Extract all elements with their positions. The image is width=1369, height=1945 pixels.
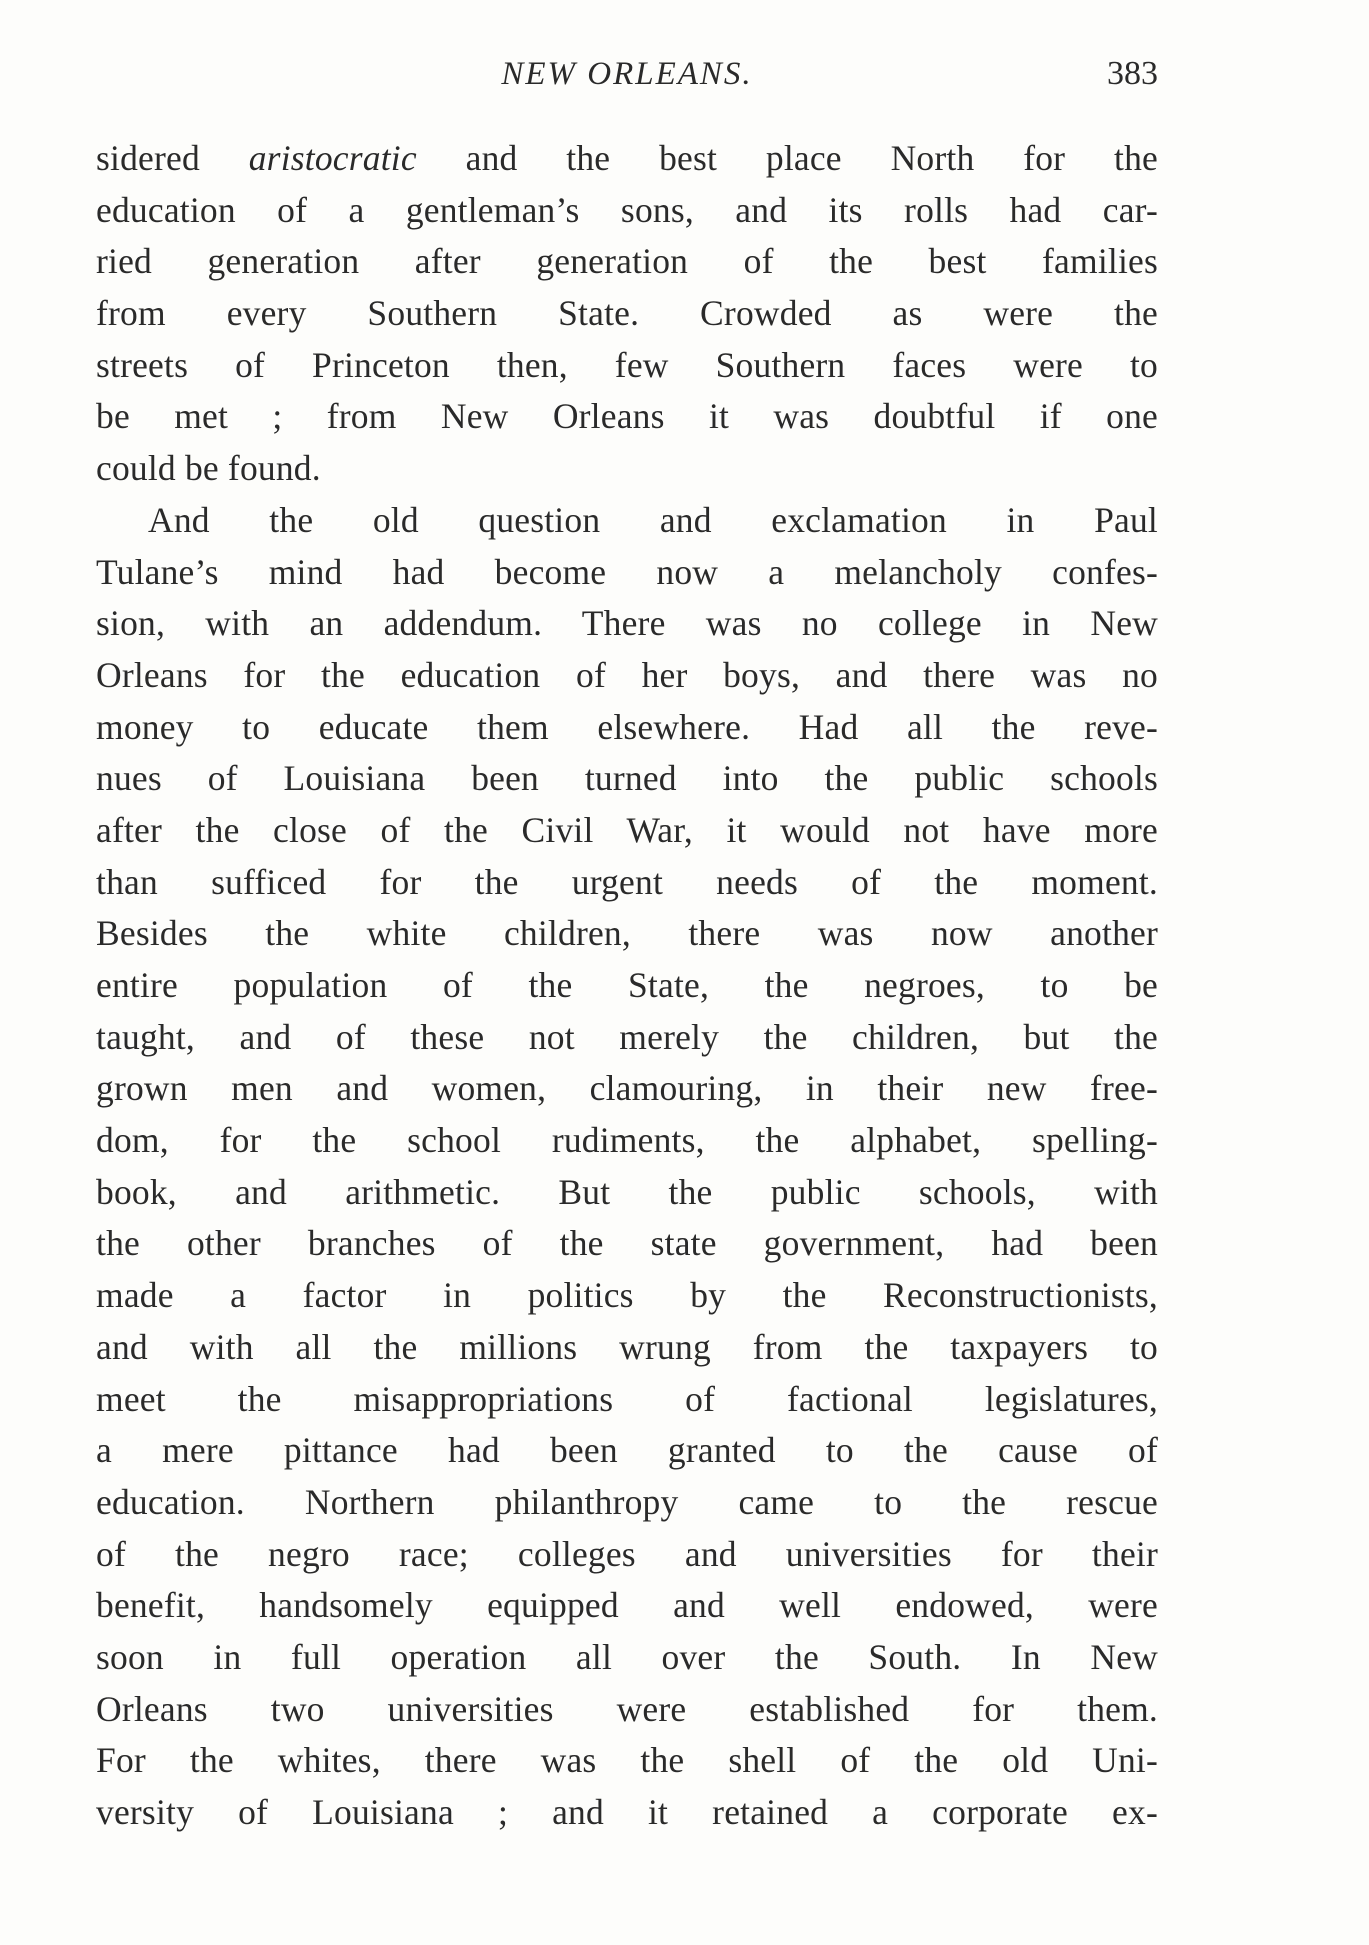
text-line: and with all the millions wrung from the taxpayers to [96, 1326, 1158, 1367]
text-line: taught, and of these not merely the children, but the [96, 1016, 1158, 1057]
text-line: sidered aristocratic and the best place North for the [96, 138, 1158, 178]
text-line: made a factor in politics by the Reconstructionists, [96, 1275, 1158, 1316]
text-line: For the whites, there was the shell of the old Uni- [96, 1740, 1158, 1781]
text-line: be met ; from New Orleans it was doubtful if one [96, 396, 1158, 437]
text-line: book, and arithmetic. But the public schools, with [96, 1171, 1158, 1212]
text-line: from every Southern State. Crowded as were the [96, 293, 1158, 334]
text-line: And the old question and exclamation in Paul [148, 499, 1158, 540]
paragraph-1 [96, 133, 1158, 495]
text-line: versity of Louisiana ; and it retained a corporate ex- [96, 1792, 1158, 1832]
text-line: streets of Princeton then, few Southern faces were to [96, 344, 1158, 385]
page-number: 383 [1107, 55, 1158, 92]
text-line: education of a gentleman’s sons, and its rolls had car- [96, 189, 1158, 230]
text-line: meet the misappropriations of factional legislatures, [96, 1378, 1158, 1419]
text-line: education. Northern philanthropy came to the rescue [96, 1481, 1158, 1522]
text-line: of the negro race; colleges and universities for their [96, 1533, 1158, 1574]
text-line: Besides the white children, there was now another [96, 913, 1158, 954]
text-line: money to educate them elsewhere. Had all the reve- [96, 706, 1158, 747]
text-line: dom, for the school rudiments, the alphabet, spelling- [96, 1120, 1158, 1161]
text-line: Orleans for the education of her boys, and there was no [96, 654, 1158, 695]
text-line: nues of Louisiana been turned into the public schools [96, 758, 1158, 799]
text-line: Tulane’s mind had become now a melancholy confes- [96, 551, 1158, 592]
text-line: than sufficed for the urgent needs of the moment. [96, 861, 1158, 902]
body-text [96, 133, 1158, 1839]
text-line: Orleans two universities were established for them. [96, 1688, 1158, 1729]
text-line: entire population of the State, the negroes, to be [96, 965, 1158, 1005]
running-head [96, 52, 1158, 96]
text-line: could be found. [96, 448, 321, 489]
text-line: soon in full operation all over the South. In New [96, 1636, 1158, 1677]
running-title: NEW ORLEANS. [501, 56, 753, 92]
paragraph-2 [96, 495, 1158, 1839]
text-line: a mere pittance had been granted to the cause of [96, 1430, 1158, 1471]
text-line: benefit, handsomely equipped and well endowed, were [96, 1585, 1158, 1626]
text-line: sion, with an addendum. There was no college in New [96, 603, 1158, 644]
text-line: after the close of the Civil War, it would not have more [96, 809, 1158, 850]
emphasized-word: aristocratic [248, 138, 417, 178]
text-line: grown men and women, clamouring, in their new free- [96, 1068, 1158, 1109]
text-line: the other branches of the state government, had been [96, 1223, 1158, 1264]
text-line: ried generation after generation of the best families [96, 241, 1158, 282]
